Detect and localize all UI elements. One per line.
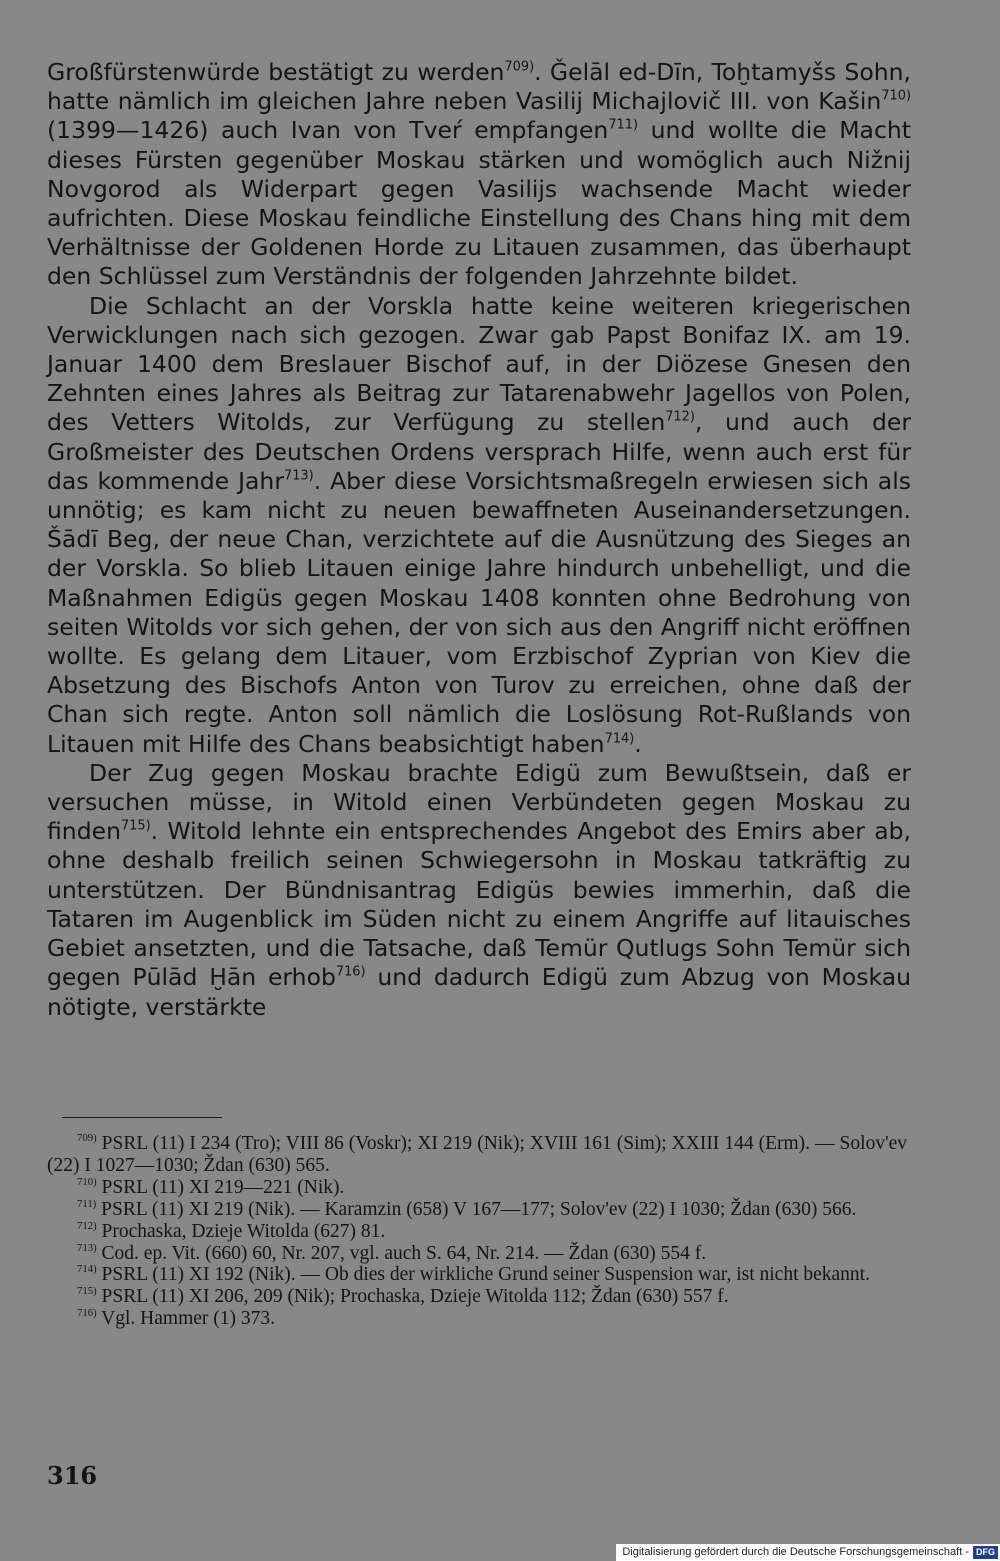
footnote-number: 714) — [77, 1263, 97, 1276]
body-text-run: . Ǧelāl ed-Dīn, Toḫtamyšs Sohn, hatte nämlich im gleichen Jahre neben Vasilij Michajlovič III. von Kašin — [47, 58, 911, 116]
footnote-ref: 711) — [608, 117, 638, 133]
footnote-text: Cod. ep. Vit. (660) 60, Nr. 207, vgl. auch S. 64, Nr. 214. — Ždan (630) 554 f. — [96, 1242, 707, 1264]
footnote-number: 711) — [77, 1197, 97, 1210]
footnote-number: 710) — [77, 1175, 97, 1188]
footnote-number: 716) — [77, 1307, 97, 1320]
footnote — [47, 1199, 907, 1221]
footnote-ref: 712) — [665, 409, 695, 425]
footnote — [47, 1243, 907, 1265]
footnote-ref: 713) — [283, 468, 314, 484]
footnote-text: Vgl. Hammer (1) 373. — [96, 1308, 276, 1330]
page-number: 316 — [47, 1461, 98, 1490]
footnote — [47, 1133, 907, 1177]
footnote-ref: 716) — [335, 964, 366, 980]
body-text-run: Großfürstenwürde bestätigt zu werden — [47, 58, 505, 86]
body-text-run: und dadurch Edigü zum Abzug von Moskau nötigte, verstärkte — [47, 963, 912, 1021]
main-text — [47, 58, 911, 1022]
dfg-credit-text: Digitalisierung gefördert durch die Deutsche Forschungsgemeinschaft - — [622, 1546, 969, 1558]
body-text-run: Die Schlacht an der Vorskla hatte keine weiteren kriegerischen Verwicklungen nach sich gezogen. Zwar gab Papst Bonifaz IX. am 19. Januar 1400 dem Breslauer Bischof auf, in der Diözese Gnesen den Zehnten eines Jahres als Beitrag zur Tatarenabwehr Jagellos von Polen, des Vetters Witolds, zur Verfügung zu stellen — [47, 291, 911, 437]
body-text-run: und wollte die Macht dieses Fürsten gegenüber Moskau stärken und womöglich auch Nižnij Novgorod als Widerpart gegen Vasilijs wachsende Macht wieder aufrichten. Diese Moskau feindliche Einstellung des Chans hing mit dem Verhältnisse der Goldenen Horde zu Litauen zusammen, das überhaupt den Schlüssel zum Verständnis der folgenden Jahrzehnte bildet. — [47, 116, 911, 291]
footnote-number: 713) — [77, 1241, 97, 1254]
body-text-run: (1399—1426) auch Ivan von Tveŕ empfangen — [47, 116, 609, 145]
footnote — [47, 1286, 907, 1308]
footnote-separator — [62, 1117, 222, 1118]
body-paragraph — [47, 759, 911, 1022]
footnote-ref: 710) — [881, 88, 911, 104]
dfg-logo: DFG — [973, 1546, 998, 1559]
footnote-ref: 709) — [504, 59, 535, 75]
body-text-run: , und auch der Großmeister des Deutschen Ordens versprach Hilfe, wenn auch erst für das kommende Jahr — [47, 408, 912, 495]
footnote-ref: 714) — [604, 730, 635, 746]
footnote-text: PSRL (11) I 234 (Tro); VIII 86 (Voskr); XI 219 (Nik); XVIII 161 (Sim); XXIII 144 (Erm). — Solov'ev (22) I 1027—1030; Ždan (630) 565. — [47, 1133, 907, 1176]
footnote-text: Prochaska, Dzieje Witolda (627) 81. — [96, 1220, 386, 1242]
footnote-number: 712) — [77, 1219, 97, 1232]
footnote-number: 709) — [77, 1131, 97, 1144]
body-paragraph — [47, 58, 911, 292]
footnotes — [47, 1133, 907, 1330]
footnote-text: PSRL (11) XI 219—221 (Nik). — [96, 1176, 345, 1198]
footnote — [47, 1221, 907, 1243]
footnote-number: 715) — [77, 1285, 97, 1298]
footnote — [47, 1308, 907, 1330]
body-text-run: Der Zug gegen Moskau brachte Edigü zum Bewußtsein, daß er versuchen müsse, in Witold einen Verbündeten gegen Moskau zu finden — [47, 758, 911, 846]
footnote-text: PSRL (11) XI 206, 209 (Nik); Prochaska, Dzieje Witolda 112; Ždan (630) 557 f. — [96, 1286, 729, 1308]
footnote — [47, 1177, 907, 1199]
body-text-run: . Aber diese Vorsichtsmaßregeln erwiesen sich als unnötig; es kam nicht zu neuen bewaffneten Auseinandersetzungen. Šādī Beg, der neue Chan, verzichtete auf die Ausnützung des Sieges an der Vorskla. So blieb Litauen einige Jahre hindurch unbehelligt, und die Maßnahmen Edigüs gegen Moskau 1408 konnten ohne Bedrohung von seiten Witolds vor sich gehen, der von sich aus den Angriff nicht eröffnen wollte. Es gelang dem Litauer, vom Erzbischof Zyprian von Kiev die Absetzung des Bischofs Anton von Turov zu erreichen, ohne daß der Chan sich regte. Anton soll nämlich die Loslösung Rot-Rußlands von Litauen mit Hilfe des Chans beabsichtigt haben — [47, 466, 911, 758]
footnote-text: PSRL (11) XI 219 (Nik). — Karamzin (658) V 167—177; Solov'ev (22) I 1030; Ždan (630) 566. — [96, 1198, 857, 1220]
body-text-run: . Witold lehnte ein entsprechendes Angebot des Emirs aber ab, ohne deshalb freilich seinen Schwiegersohn in Moskau tatkräftig zu unterstützen. Der Bündnisantrag Edigüs bewies immerhin, daß die Tataren im Augenblick im Süden nicht zu einem Angriffe auf litauisches Gebiet ansetzten, und die Tatsache, daß Temür Qutlugs Sohn Temür sich gegen Pūlād Ḫān erhob — [47, 817, 911, 992]
footnote-text: PSRL (11) XI 192 (Nik). — Ob dies der wirkliche Grund seiner Suspension war, ist nicht bekannt. — [96, 1264, 870, 1286]
body-paragraph — [47, 292, 911, 759]
body-text-run: . — [634, 729, 642, 758]
dfg-credit-bar — [616, 1544, 1000, 1561]
footnote-ref: 715) — [120, 818, 151, 834]
footnote — [47, 1264, 907, 1286]
